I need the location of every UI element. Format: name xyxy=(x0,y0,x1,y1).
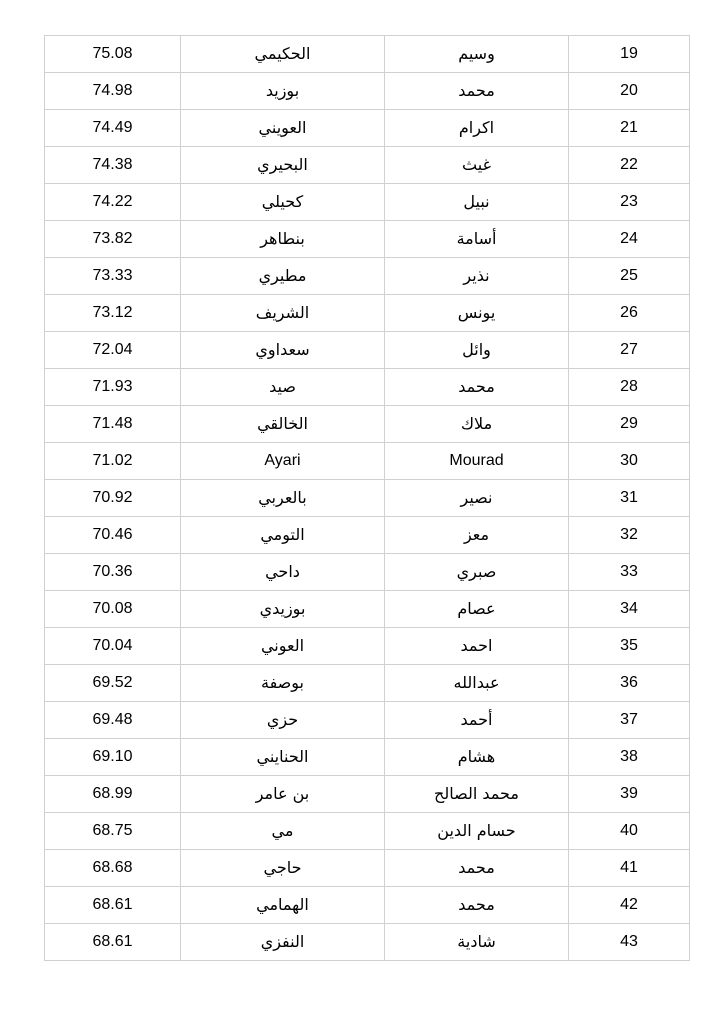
last-name-cell: العوني xyxy=(181,628,385,665)
first-name-cell: صبري xyxy=(385,554,569,591)
score-cell: 73.12 xyxy=(45,295,181,332)
row-number-cell: 28 xyxy=(569,369,690,406)
last-name-cell: بن عامر xyxy=(181,776,385,813)
score-cell: 70.92 xyxy=(45,480,181,517)
first-name-cell: أسامة xyxy=(385,221,569,258)
first-name-cell: وسيم xyxy=(385,36,569,73)
last-name-cell: الخالقي xyxy=(181,406,385,443)
row-number-cell: 43 xyxy=(569,924,690,961)
first-name-cell: هشام xyxy=(385,739,569,776)
row-number-cell: 27 xyxy=(569,332,690,369)
table-row xyxy=(45,295,690,332)
last-name-cell: بالعربي xyxy=(181,480,385,517)
table-row xyxy=(45,739,690,776)
table-row xyxy=(45,924,690,961)
table-row xyxy=(45,702,690,739)
row-number-cell: 42 xyxy=(569,887,690,924)
row-number-cell: 32 xyxy=(569,517,690,554)
last-name-cell: العويني xyxy=(181,110,385,147)
table-row xyxy=(45,73,690,110)
table-row xyxy=(45,147,690,184)
score-cell: 74.22 xyxy=(45,184,181,221)
score-cell: 73.33 xyxy=(45,258,181,295)
results-table xyxy=(44,35,690,961)
row-number-cell: 26 xyxy=(569,295,690,332)
first-name-cell: نبيل xyxy=(385,184,569,221)
row-number-cell: 29 xyxy=(569,406,690,443)
table-row xyxy=(45,591,690,628)
last-name-cell: بوزيدي xyxy=(181,591,385,628)
row-number-cell: 21 xyxy=(569,110,690,147)
table-row xyxy=(45,554,690,591)
table-row xyxy=(45,406,690,443)
row-number-cell: 35 xyxy=(569,628,690,665)
row-number-cell: 25 xyxy=(569,258,690,295)
first-name-cell: عبدالله xyxy=(385,665,569,702)
row-number-cell: 41 xyxy=(569,850,690,887)
first-name-cell: نذير xyxy=(385,258,569,295)
score-cell: 68.68 xyxy=(45,850,181,887)
first-name-cell: محمد xyxy=(385,369,569,406)
first-name-cell: شادية xyxy=(385,924,569,961)
last-name-cell: حاجي xyxy=(181,850,385,887)
table-row xyxy=(45,332,690,369)
row-number-cell: 37 xyxy=(569,702,690,739)
row-number-cell: 19 xyxy=(569,36,690,73)
table-row xyxy=(45,665,690,702)
row-number-cell: 23 xyxy=(569,184,690,221)
first-name-cell: أحمد xyxy=(385,702,569,739)
score-cell: 74.38 xyxy=(45,147,181,184)
first-name-cell: احمد xyxy=(385,628,569,665)
row-number-cell: 30 xyxy=(569,443,690,480)
last-name-cell: بوزيد xyxy=(181,73,385,110)
results-table-body xyxy=(45,36,690,961)
score-cell: 69.52 xyxy=(45,665,181,702)
last-name-cell: مي xyxy=(181,813,385,850)
last-name-cell: Ayari xyxy=(181,443,385,480)
score-cell: 72.04 xyxy=(45,332,181,369)
last-name-cell: الشريف xyxy=(181,295,385,332)
table-row xyxy=(45,517,690,554)
score-cell: 75.08 xyxy=(45,36,181,73)
score-cell: 71.02 xyxy=(45,443,181,480)
score-cell: 74.98 xyxy=(45,73,181,110)
row-number-cell: 38 xyxy=(569,739,690,776)
table-row xyxy=(45,480,690,517)
first-name-cell: حسام الدين xyxy=(385,813,569,850)
score-cell: 68.61 xyxy=(45,924,181,961)
last-name-cell: سعداوي xyxy=(181,332,385,369)
last-name-cell: صيد xyxy=(181,369,385,406)
score-cell: 70.04 xyxy=(45,628,181,665)
first-name-cell: Mourad xyxy=(385,443,569,480)
score-cell: 71.93 xyxy=(45,369,181,406)
last-name-cell: التومي xyxy=(181,517,385,554)
table-row xyxy=(45,628,690,665)
row-number-cell: 22 xyxy=(569,147,690,184)
row-number-cell: 39 xyxy=(569,776,690,813)
last-name-cell: بوصفة xyxy=(181,665,385,702)
score-cell: 73.82 xyxy=(45,221,181,258)
last-name-cell: حزي xyxy=(181,702,385,739)
table-row xyxy=(45,258,690,295)
row-number-cell: 36 xyxy=(569,665,690,702)
score-cell: 69.10 xyxy=(45,739,181,776)
first-name-cell: نصير xyxy=(385,480,569,517)
row-number-cell: 31 xyxy=(569,480,690,517)
last-name-cell: داحي xyxy=(181,554,385,591)
table-row xyxy=(45,776,690,813)
score-cell: 68.61 xyxy=(45,887,181,924)
score-cell: 68.99 xyxy=(45,776,181,813)
score-cell: 74.49 xyxy=(45,110,181,147)
table-row xyxy=(45,36,690,73)
last-name-cell: البحيري xyxy=(181,147,385,184)
score-cell: 71.48 xyxy=(45,406,181,443)
row-number-cell: 34 xyxy=(569,591,690,628)
table-row xyxy=(45,850,690,887)
table-row xyxy=(45,813,690,850)
row-number-cell: 40 xyxy=(569,813,690,850)
first-name-cell: اكرام xyxy=(385,110,569,147)
first-name-cell: ملاك xyxy=(385,406,569,443)
first-name-cell: محمد الصالح xyxy=(385,776,569,813)
table-row xyxy=(45,443,690,480)
first-name-cell: يونس xyxy=(385,295,569,332)
score-cell: 70.36 xyxy=(45,554,181,591)
score-cell: 70.08 xyxy=(45,591,181,628)
first-name-cell: غيث xyxy=(385,147,569,184)
last-name-cell: كحيلي xyxy=(181,184,385,221)
first-name-cell: محمد xyxy=(385,73,569,110)
last-name-cell: الحكيمي xyxy=(181,36,385,73)
first-name-cell: محمد xyxy=(385,887,569,924)
last-name-cell: بنطاهر xyxy=(181,221,385,258)
row-number-cell: 24 xyxy=(569,221,690,258)
first-name-cell: وائل xyxy=(385,332,569,369)
row-number-cell: 33 xyxy=(569,554,690,591)
table-row xyxy=(45,221,690,258)
last-name-cell: الهمامي xyxy=(181,887,385,924)
score-cell: 69.48 xyxy=(45,702,181,739)
table-row xyxy=(45,887,690,924)
score-cell: 68.75 xyxy=(45,813,181,850)
first-name-cell: معز xyxy=(385,517,569,554)
table-row xyxy=(45,184,690,221)
row-number-cell: 20 xyxy=(569,73,690,110)
first-name-cell: محمد xyxy=(385,850,569,887)
last-name-cell: مطيري xyxy=(181,258,385,295)
table-row xyxy=(45,110,690,147)
table-row xyxy=(45,369,690,406)
last-name-cell: النفزي xyxy=(181,924,385,961)
first-name-cell: عصام xyxy=(385,591,569,628)
last-name-cell: الحنايني xyxy=(181,739,385,776)
score-cell: 70.46 xyxy=(45,517,181,554)
